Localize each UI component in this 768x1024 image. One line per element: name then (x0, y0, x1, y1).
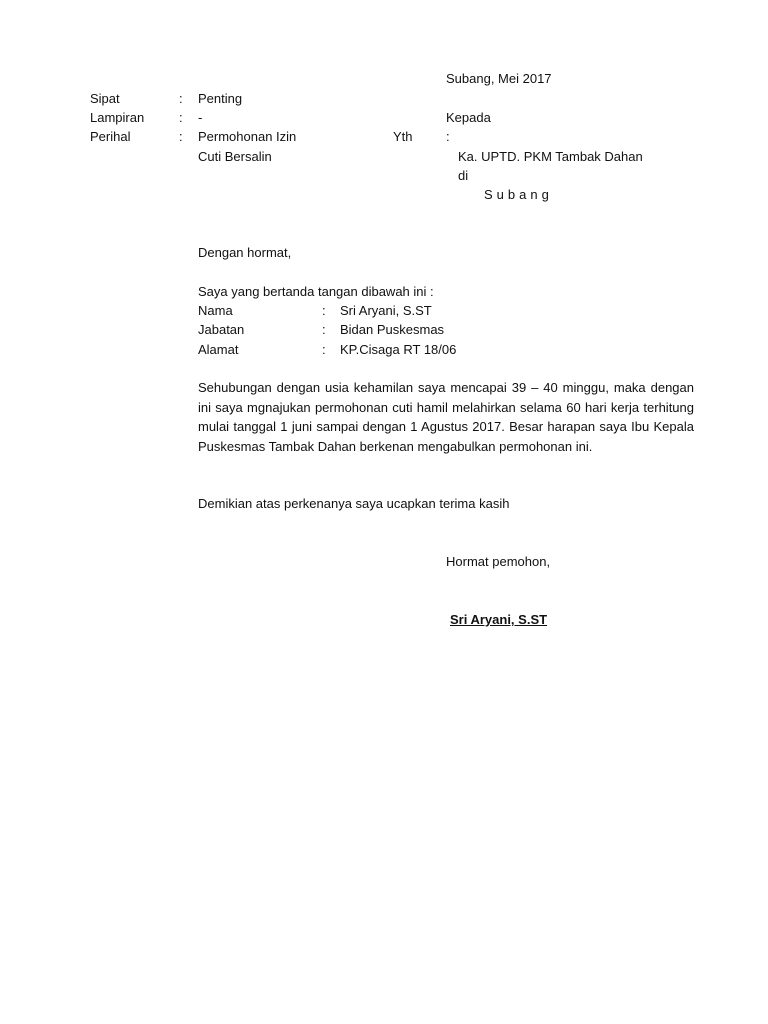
closing-line: Demikian atas perkenanya saya ucapkan terima kasih (198, 496, 510, 511)
recipient-city: Subang (484, 187, 553, 202)
yth-label: Yth (393, 129, 413, 144)
nama-value: Sri Aryani, S.ST (340, 303, 432, 318)
greeting: Dengan hormat, (198, 245, 292, 260)
perihal-value-line2: Cuti Bersalin (198, 149, 272, 164)
signature-name: Sri Aryani, S.ST (450, 612, 548, 627)
yth-separator: : (446, 129, 450, 144)
lampiran-value: - (198, 110, 203, 125)
letter-date: Subang, Mei 2017 (446, 71, 552, 86)
recipient-name: Ka. UPTD. PKM Tambak Dahan (458, 149, 643, 164)
request-paragraph: Sehubungan dengan usia kehamilan saya mencapai 39 – 40 minggu, maka dengan ini saya mgnajukan permohonan cuti hamil melahirkan selama 60 hari kerja terhitung mulai tanggal 1 juni sampai dengan 1 Agustus 2017. Besar harapan saya Ibu Kepala Puskesmas Tambak Dahan berkenan mengabulkan permohonan ini. (198, 380, 694, 454)
jabatan-value: Bidan Puskesmas (340, 322, 445, 337)
alamat-separator: : (322, 342, 326, 357)
intro-line: Saya yang bertanda tangan dibawah ini : (198, 284, 434, 299)
alamat-label: Alamat (198, 342, 239, 357)
signature-salutation: Hormat pemohon, (446, 554, 551, 569)
kepada-label: Kepada (446, 110, 491, 125)
sipat-separator: : (179, 91, 183, 106)
recipient-di: di (458, 168, 469, 183)
sipat-value: Penting (198, 91, 243, 106)
lampiran-separator: : (179, 110, 183, 125)
jabatan-label: Jabatan (198, 322, 245, 337)
alamat-value: KP.Cisaga RT 18/06 (340, 342, 457, 357)
lampiran-label: Lampiran (90, 110, 145, 125)
nama-separator: : (322, 303, 326, 318)
jabatan-separator: : (322, 322, 326, 337)
perihal-label: Perihal (90, 129, 131, 144)
nama-label: Nama (198, 303, 233, 318)
perihal-separator: : (179, 129, 183, 144)
perihal-value-line1: Permohonan Izin (198, 129, 297, 144)
sipat-label: Sipat (90, 91, 120, 106)
